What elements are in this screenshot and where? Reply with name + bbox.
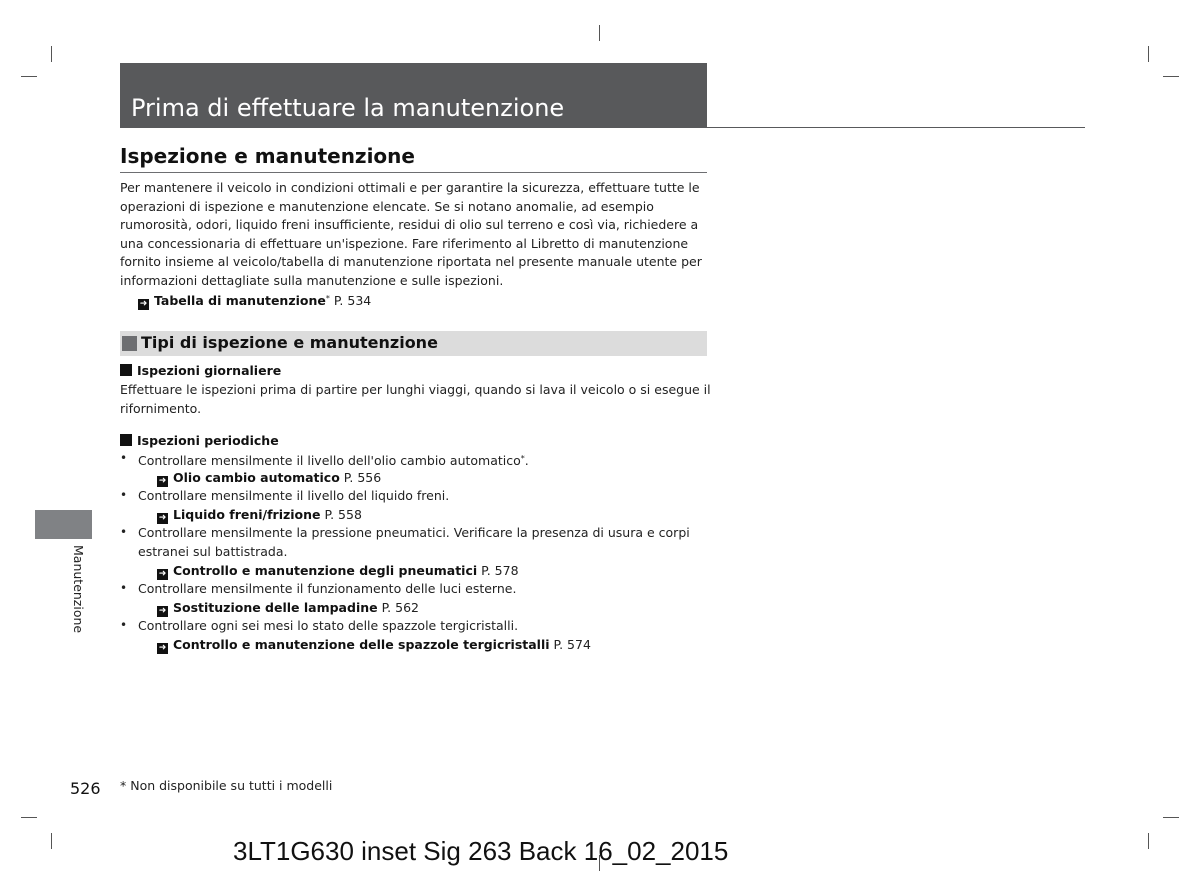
crop-mark [1148,833,1149,849]
printer-slug: 3LT1G630 inset Sig 263 Back 16_02_2015 [233,836,729,866]
crop-mark [1163,76,1179,77]
arrow-right-icon: ➜ [158,513,167,523]
paragraph-line: rumorosità, odori, liquido freni insufficiente, residui di olio sul terreno e così via, richiedere a [120,217,699,233]
chapter-label: Manutenzione [71,545,86,634]
arrow-right-icon: ➜ [158,643,167,653]
list-item: Controllare mensilmente la pressione pneumatici. Verificare la presenza di usura e corpi [138,525,690,540]
ref-label: Tabella di manutenzione [154,293,326,308]
header-rule [707,127,1085,128]
bullet: • [120,618,128,632]
crop-mark [51,833,52,849]
crop-mark [1163,817,1179,818]
maintenance-table-link[interactable] [138,290,371,310]
daily-text: rifornimento. [120,401,202,416]
arrow-right-icon: ➜ [139,299,148,309]
ref-link[interactable]: ➜ Controllo e manutenzione delle spazzole tergicristalli P. 574 [158,637,591,653]
chapter-tab [35,510,92,539]
ref-link[interactable]: ➜ Sostituzione delle lampadine P. 562 [158,600,419,616]
square-bullet-icon [120,364,132,376]
arrow-right-icon: ➜ [158,476,167,486]
page-number: 526 [70,779,101,798]
list-item: Controllare ogni sei mesi lo stato delle spazzole tergicristalli. [138,618,519,633]
section-title: Ispezione e manutenzione [120,144,415,168]
ref-page: P. 534 [333,293,372,308]
daily-text: Effettuare le ispezioni prima di partire per lunghi viaggi, quando si lava il veicolo o si esegue il [120,382,711,397]
intro-paragraph [120,179,710,291]
square-marker-icon [122,336,137,351]
daily-heading: Ispezioni giornaliere [120,363,281,378]
crop-mark [1148,46,1149,62]
paragraph-line: Per mantenere il veicolo in condizioni ottimali e per garantire la sicurezza, effettuare tutte le [120,180,700,195]
asterisk: * [325,294,330,303]
arrow-right-icon: ➜ [158,606,167,616]
subsection-band [120,331,707,356]
footnote: * Non disponibile su tutti i modelli [120,778,333,793]
ref-link[interactable]: ➜ Olio cambio automatico P. 556 [158,470,382,486]
section-rule [120,172,707,173]
paragraph-line: una concessionaria di effettuare un'ispezione. Fare riferimento al Libretto di manutenzione [120,235,689,251]
ref-link[interactable]: ➜ Controllo e manutenzione degli pneumatici P. 578 [158,563,519,579]
periodic-heading: Ispezioni periodiche [120,433,279,448]
crop-mark [21,76,37,77]
paragraph-line: fornito insieme al veicolo/tabella di manutenzione riportata nel presente manuale utente per [120,254,702,270]
bullet: • [120,581,128,595]
bullet: • [120,488,128,502]
bullet: • [120,525,128,539]
ref-link[interactable]: ➜ Liquido freni/frizione P. 558 [158,507,362,523]
crop-mark [21,817,37,818]
list-item: Controllare mensilmente il funzionamento delle luci esterne. [138,581,517,596]
crop-mark [51,46,52,62]
list-item: Controllare mensilmente il livello del liquido freni. [138,488,450,503]
square-bullet-icon [120,434,132,446]
arrow-right-icon: ➜ [158,569,167,579]
paragraph-line: informazioni dettagliate sulla manutenzione e sulle ispezioni. [120,272,504,288]
subsection-title: Tipi di ispezione e manutenzione [141,333,438,352]
crop-mark [599,25,600,41]
paragraph-line: operazioni di ispezione e manutenzione elencate. Se si notano anomalie, ad esempio [120,198,654,214]
list-item-cont: estranei sul battistrada. [138,544,288,559]
list-item: Controllare mensilmente il livello dell'olio cambio automatico*. [138,453,529,468]
bullet: • [120,451,128,465]
page-title: Prima di effettuare la manutenzione [131,94,565,122]
